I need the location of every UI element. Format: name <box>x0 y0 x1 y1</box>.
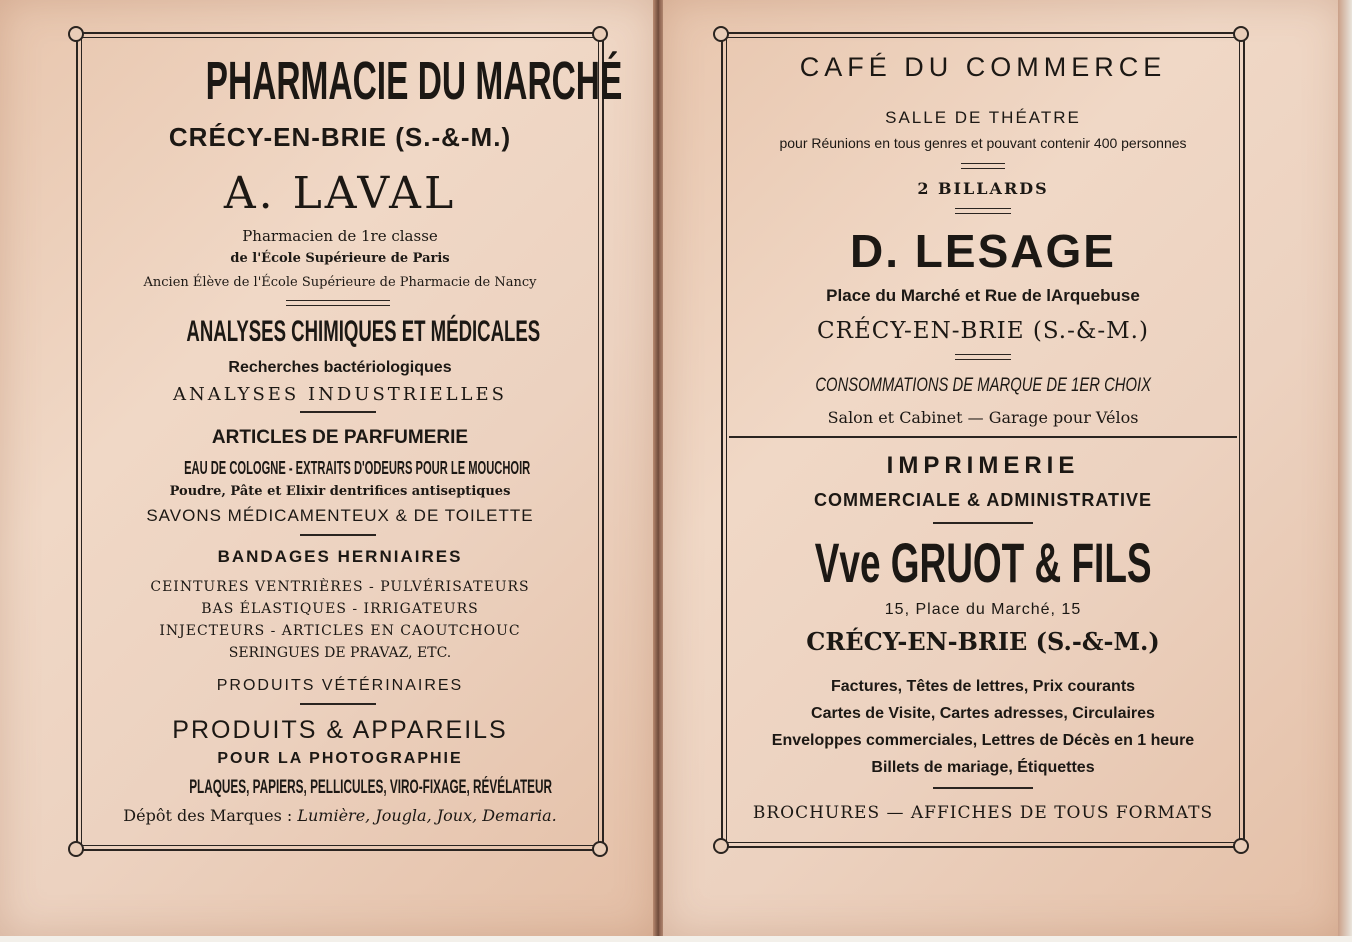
produits-veterinaires: PRODUITS VÉTÉRINAIRES <box>216 677 464 694</box>
section-rule <box>933 787 1033 789</box>
page-edge <box>1338 0 1352 936</box>
corner-ornament <box>713 26 729 42</box>
parfumerie-line-2: Poudre, Pâte et Elixir dentrifices antiseptiques <box>169 484 511 499</box>
cafe-title: CAFÉ DU COMMERCE <box>799 52 1167 82</box>
consommations: CONSOMMATIONS DE MARQUE DE 1ER CHOIX <box>815 375 1151 396</box>
salle-theatre: SALLE DE THÉATRE <box>885 108 1081 127</box>
imprimerie-item-2: Cartes de Visite, Cartes adresses, Circulaires <box>811 705 1155 722</box>
imprimerie-subtitle: COMMERCIALE & ADMINISTRATIVE <box>814 490 1152 510</box>
section-rule <box>933 522 1033 524</box>
pharmacien-name: A. LAVAL <box>223 168 457 219</box>
corner-ornament <box>1233 26 1249 42</box>
pharmacien-qualification: Pharmacien de 1re classe <box>242 227 438 245</box>
cafe-imprimerie-frame <box>721 32 1245 848</box>
imprimerie-title: IMPRIMERIE <box>886 452 1080 479</box>
corner-ornament <box>68 841 84 857</box>
section-rule <box>300 703 376 705</box>
imprimerie-brochures: BROCHURES — AFFICHES DE TOUS FORMATS <box>752 803 1214 823</box>
corner-ornament <box>1233 838 1249 854</box>
imprimerie-town: CRÉCY-EN-BRIE (S.-&-M.) <box>806 627 1160 656</box>
bandages-line-1: CEINTURES VENTRIÈRES - PULVÉRISATEURS <box>150 579 530 595</box>
bandages-line-2: BAS ÉLASTIQUES - IRRIGATEURS <box>201 601 479 617</box>
corner-ornament <box>68 26 84 42</box>
photo-depot-label: Dépôt des Marques : <box>123 806 293 825</box>
pharmacie-title: PHARMACIE DU MARCHÉ <box>205 51 623 111</box>
pharmacie-town: CRÉCY-EN-BRIE (S.-&-M.) <box>168 122 512 152</box>
cafe-owner: D. LESAGE <box>850 225 1116 277</box>
salon-cabinet: Salon et Cabinet — Garage pour Vélos <box>827 408 1139 427</box>
section-divider <box>729 436 1237 438</box>
imprimerie-item-4: Billets de mariage, Étiquettes <box>871 759 1095 776</box>
imprimerie-item-1: Factures, Têtes de lettres, Prix courants <box>830 678 1136 695</box>
salle-description: pour Réunions en tous genres et pouvant contenir 400 personnes <box>779 135 1187 151</box>
section-rule <box>300 534 376 536</box>
cafe-address: Place du Marché et Rue de lArquebuse <box>826 286 1140 305</box>
ornament-divider <box>955 208 1011 214</box>
analyses-industrielles: ANALYSES INDUSTRIELLES <box>173 384 507 405</box>
ornament-divider <box>961 163 1005 169</box>
analyses-subtitle: Recherches bactériologiques <box>228 359 452 376</box>
pharmacien-ancien-eleve: Ancien Élève de l'École Supérieure de Pharmacie de Nancy <box>143 275 537 290</box>
photo-title: PRODUITS & APPAREILS <box>172 716 508 744</box>
imprimerie-address: 15, Place du Marché, 15 <box>884 601 1082 618</box>
bandages-title: BANDAGES HERNIAIRES <box>217 547 463 566</box>
imprimerie-item-3: Enveloppes commerciales, Lettres de Décès en 1 heure <box>771 732 1195 749</box>
photo-depot-brands: Lumière, Jougla, Joux, Demaria. <box>297 806 557 825</box>
ornament-divider <box>955 354 1011 360</box>
parfumerie-line-1: EAU DE COLOGNE - EXTRAITS D'ODEURS POUR LE MOUCHOIR <box>184 458 531 478</box>
bandages-line-4: SERINGUES DE PRAVAZ, ETC. <box>228 645 452 661</box>
imprimerie-owner: Vve GRUOT & FILS <box>814 531 1152 594</box>
photo-subtitle: POUR LA PHOTOGRAPHIE <box>217 750 463 767</box>
pharmacien-ecole: de l'École Supérieure de Paris <box>230 251 450 266</box>
parfumerie-line-3: SAVONS MÉDICAMENTEUX & DE TOILETTE <box>146 506 534 525</box>
photo-items: PLAQUES, PAPIERS, PELLICULES, VIRO-FIXAGE, RÉVÉLATEUR <box>189 777 553 798</box>
corner-ornament <box>592 841 608 857</box>
parfumerie-title: ARTICLES DE PARFUMERIE <box>211 427 469 448</box>
billards: 2 BILLARDS <box>917 179 1049 198</box>
analyses-title: ANALYSES CHIMIQUES ET MÉDICALES <box>186 315 541 348</box>
cafe-town: CRÉCY-EN-BRIE (S.-&-M.) <box>817 318 1149 344</box>
section-rule <box>300 411 376 413</box>
bandages-line-3: INJECTEURS - ARTICLES EN CAOUTCHOUC <box>159 623 521 639</box>
corner-ornament <box>713 838 729 854</box>
ornament-divider <box>286 300 390 306</box>
corner-ornament <box>592 26 608 42</box>
pharmacie-ad-frame <box>76 32 623 851</box>
